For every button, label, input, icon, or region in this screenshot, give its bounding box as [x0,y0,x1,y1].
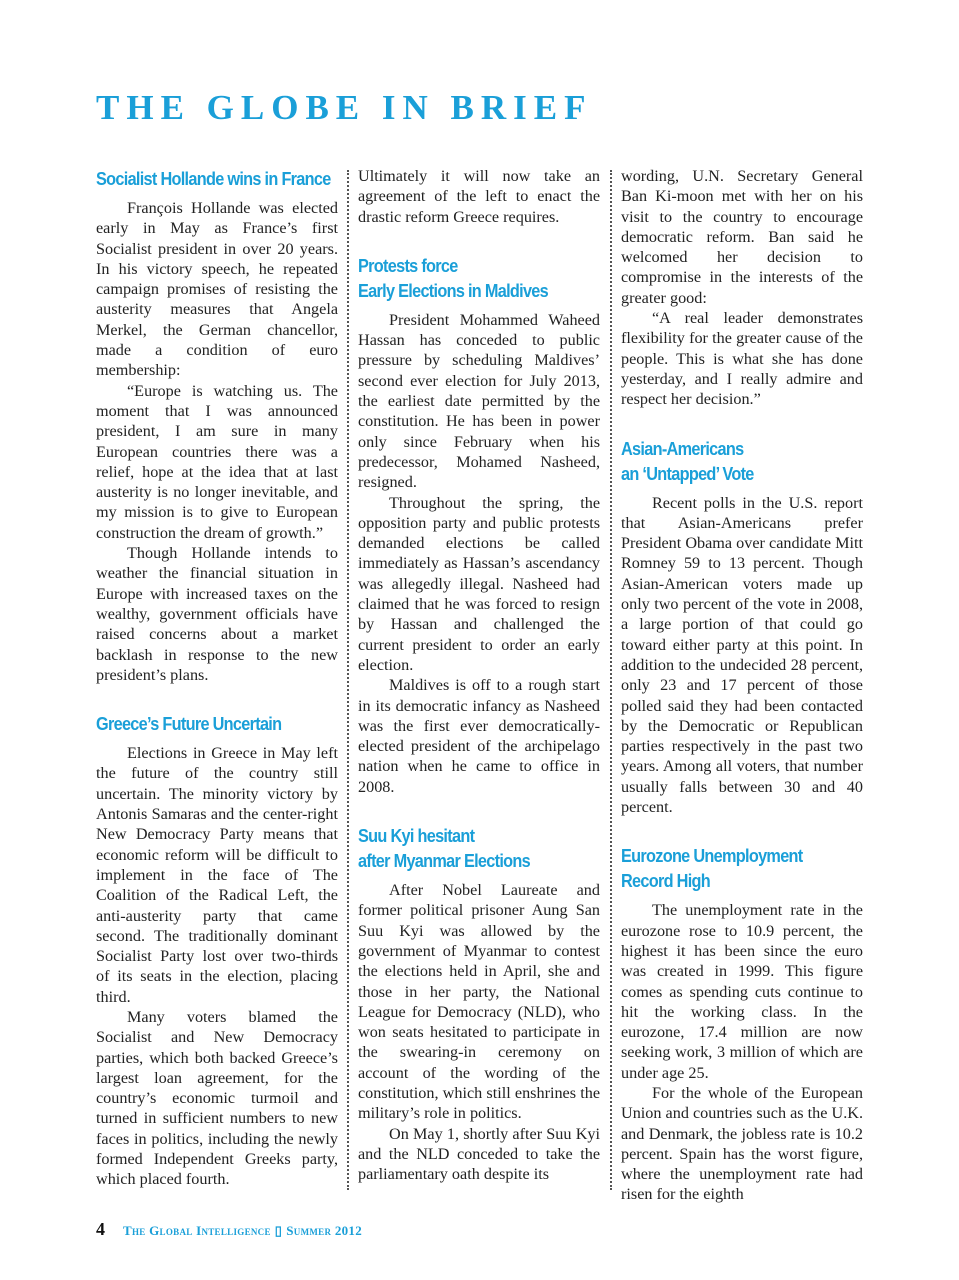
paragraph: For the whole of the European Union and countries such as the U.K. and Denmark, the jobless rate is 10.2 percent. Spain has the worst figure, where the unemployment rate had risen for the eighth [621,1083,863,1204]
column-divider [610,170,612,1190]
article-greece-continued [358,166,600,227]
article-heading: Asian-Americans [621,437,744,459]
page-title: THE GLOBE IN BRIEF [96,88,593,127]
paragraph: After Nobel Laureate and former political prisoner Aung San Suu Kyi was allowed by the government of Myanmar to contest the elections held in April, she and those in her party, the National League for Democracy (NLD), who won seats hesitated to participate in the swearing-in ceremony on account of the wording of the constitution, which still enshrines the military’s role in politics. [358,881,600,1123]
article-heading: Socialist Hollande wins in France [96,168,331,189]
article-maldives [358,253,600,797]
page-number: 4 [96,1219,105,1239]
column-divider [347,170,349,1190]
paragraph: Maldives is off to a rough start in its democratic infancy as Nasheed was the first ever democratically-elected president of the archipelago nation when he came to office in 2008. [358,676,600,796]
separator-glyph: ▯ [274,1223,283,1238]
paragraph: François Hollande was elected early in May as France’s first Socialist president in over 20 years. In his victory speech, he repeated campaign promises of resisting the austerity measures that Angela Merkel, the German chancellor, made a condition of euro membership: [96,199,338,380]
article-heading: Suu Kyi hesitant [358,825,475,847]
issue-date: Summer 2012 [286,1223,363,1238]
article-heading: Protests force [358,254,458,276]
paragraph: “Europe is watching us. The moment that I was announced president, I am sure in many European countries there was a relief, hope at the idea that at last austerity is no longer inevitable, and my mission is to give to European construction the dream of growth.” [96,381,338,542]
quote: “A real leader demonstrates flexibility for the greater cause of the people. This is what she has done yesterday, and I really admire and respect her decision.” [621,309,863,409]
column-3 [621,166,863,1231]
article-heading: an ‘Untapped’ Vote [621,462,754,484]
page-footer [96,1219,362,1240]
column-1 [96,166,338,1216]
article-asian-americans [621,436,863,818]
publication-name: The Global Intelligence [123,1223,271,1238]
column-2 [358,166,600,1210]
article-heading: Greece’s Future Uncertain [96,713,282,735]
article-suu-kyi-continued [621,166,863,410]
paragraph: On May 1, shortly after Suu Kyi and the NLD conceded to take the parliamentary oath despite its [358,1124,600,1184]
article-greece [96,711,338,1190]
paragraph: wording, U.N. Secretary General Ban Ki-moon met with her on his visit to the country to encourage democratic reform. Ban said he welcomed her decision to compromise in the interests of the greater good: [621,167,863,307]
article-eurozone [621,843,863,1204]
paragraph: President Mohammed Waheed Hassan has conceded to public pressure by scheduling Maldives’ second ever election for July 2013, the earliest date permitted by the constitution. He has been in power only since February when his predecessor, Mohamed Nasheed, resigned. [358,310,600,492]
article-heading: Early Elections in Maldives [358,279,549,301]
paragraph: The unemployment rate in the eurozone rose to 10.9 percent, the highest it has been since the euro was created in 1999. This figure comes as spending cuts continue to hit the working class. In the eurozone, 17.4 million are now seeking work, 3 million of which are under age 25. [621,901,863,1082]
article-heading: Record High [621,870,711,892]
paragraph: Many voters blamed the Socialist and New Democracy parties, which both backed Greece’s largest loan agreement, for the country’s economic turmoil and turned in sufficient numbers to new faces in politics, including the newly formed Independent Greeks party, which placed fourth. [96,1007,338,1189]
paragraph: Elections in Greece in May left the future of the country still uncertain. The minority victory by Antonis Samaras and the center-right New Democracy Party means that economic reform will be difficult to implement in the face of The Coalition of the Radical Left, the anti-austerity party that came second. The traditionally dominant Socialist Party lost over two-thirds of its seats in the election, placing third. [96,744,338,1006]
article-hollande [96,166,338,685]
article-heading: after Myanmar Elections [358,850,530,872]
paragraph: Ultimately it will now take an agreement of the left to enact the drastic reform Greece requires. [358,167,600,226]
paragraph: Though Hollande intends to weather the financial situation in Europe with increased taxes on the wealthy, government officials have raised concerns about a market backlash in response to the new president’s plans. [96,544,338,684]
paragraph: Recent polls in the U.S. report that Asian-Americans prefer President Obama over candidate Mitt Romney 59 to 13 percent. Though Asian-American voters made up only two percent of the vote in 2008, a large portion of that could go toward either party at this point. In addition to the undecided 28 percent, only 23 and 17 percent of those polled said they had been contacted by the Democratic or Republican parties respectively in the past two years. Among all voters, that number usually falls between 30 and 40 percent. [621,493,863,817]
article-heading: Eurozone Unemployment [621,845,803,867]
article-suu-kyi [358,823,600,1184]
paragraph: Throughout the spring, the opposition party and public protests demanded elections be called immediately as Hassan’s ascendancy was allegedly illegal. Nasheed had claimed that he was forced to resign by Hassan and challenged the current president to order an early election. [358,493,600,674]
